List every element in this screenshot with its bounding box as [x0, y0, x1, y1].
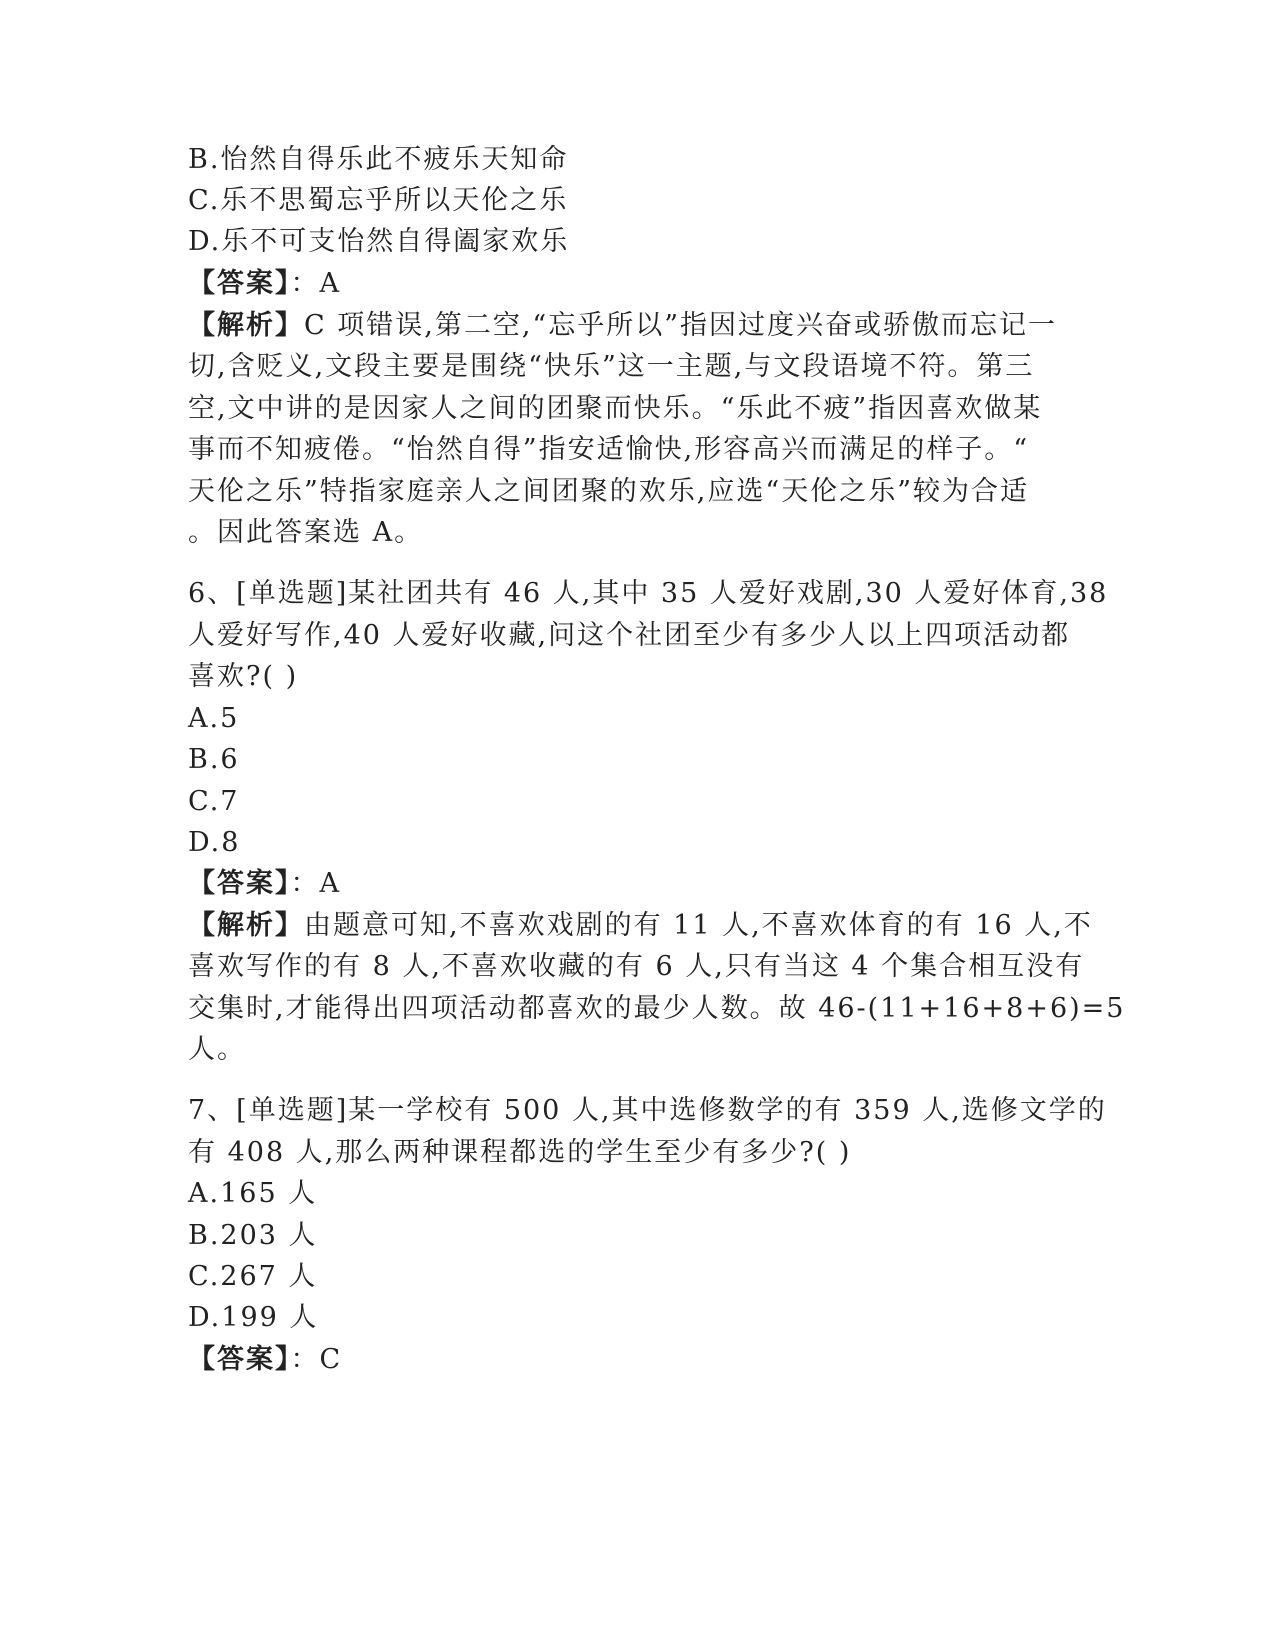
- q6-answer-value: ：A: [290, 868, 341, 899]
- q5-answer: [188, 264, 1088, 304]
- q5-analysis-line-1: [188, 306, 1088, 346]
- q5-option-c: C.乐不思蜀忘乎所以天伦之乐: [188, 185, 569, 216]
- q5-option-d: D.乐不可支怡然自得阖家欢乐: [188, 226, 570, 257]
- q6-answer: [188, 864, 1088, 904]
- q6-option-a: A.5: [188, 703, 240, 734]
- q5-analysis-label: 【解析】: [188, 310, 304, 341]
- q5-analysis-text-1: C 项错误,第二空,“忘乎所以”指因过度兴奋或骄傲而忘记一: [304, 310, 1058, 341]
- q6-analysis-label: 【解析】: [188, 910, 304, 941]
- q7-option-d: D.199 人: [188, 1302, 319, 1333]
- q7-option-c: C.267 人: [188, 1261, 318, 1292]
- q7-answer-value: ：C: [290, 1344, 343, 1375]
- q5-analysis-line-2: 切,含贬义,文段主要是围绕“快乐”这一主题,与文段语境不符。第三: [188, 351, 1035, 382]
- q7-option-b: B.203 人: [188, 1220, 318, 1251]
- q6-analysis-text-1: 由题意可知,不喜欢戏剧的有 11 人,不喜欢体育的有 16 人,不: [304, 910, 1093, 941]
- q5-analysis-line-4: 事而不知疲倦。“怡然自得”指安适愉快,形容高兴而满足的样子。“: [188, 434, 1029, 465]
- q7-question-line-2: 有 408 人,那么两种课程都选的学生至少有多少?( ): [188, 1137, 852, 1168]
- q5-analysis-line-3: 空,文中讲的是因家人之间的团聚而快乐。“乐此不疲”指因喜欢做某: [188, 393, 1043, 424]
- q7-answer-label: 【答案】: [188, 1344, 291, 1375]
- q6-analysis-line-2: 喜欢写作的有 8 人,不喜欢收藏的有 6 人,只有当这 4 个集合相互没有: [188, 951, 1085, 982]
- q6-analysis-line-1: [188, 906, 1093, 946]
- q6-question-line-3: 喜欢?( ): [188, 661, 299, 692]
- q6-option-c: C.7: [188, 786, 240, 817]
- q6-option-b: B.6: [188, 744, 240, 775]
- q7-question-line-1: 7、[单选题]某一学校有 500 人,其中选修数学的有 359 人,选修文学的: [188, 1095, 1107, 1126]
- q5-answer-value: ：A: [290, 268, 341, 299]
- q6-question-line-2: 人爱好写作,40 人爱好收藏,问这个社团至少有多少人以上四项活动都: [188, 620, 1071, 651]
- q6-option-d: D.8: [188, 827, 241, 858]
- q7-answer: [188, 1340, 1088, 1380]
- q5-analysis-line-6: 。因此答案选 A。: [188, 517, 424, 548]
- q6-answer-label: 【答案】: [188, 868, 291, 899]
- q6-analysis-line-3: 交集时,才能得出四项活动都喜欢的最少人数。故 46-(11+16+8+6)=5: [188, 993, 1126, 1024]
- q5-option-b: B.怡然自得乐此不疲乐天知命: [188, 144, 569, 175]
- q6-analysis-line-4: 人。: [188, 1034, 246, 1065]
- q5-answer-label: 【答案】: [188, 268, 291, 299]
- q7-option-a: A.165 人: [188, 1178, 318, 1209]
- q6-question-line-1: 6、[单选题]某社团共有 46 人,其中 35 人爱好戏剧,30 人爱好体育,38: [188, 578, 1109, 609]
- q5-analysis-line-5: 天伦之乐”特指家庭亲人之间团聚的欢乐,应选“天伦之乐”较为合适: [188, 476, 1029, 507]
